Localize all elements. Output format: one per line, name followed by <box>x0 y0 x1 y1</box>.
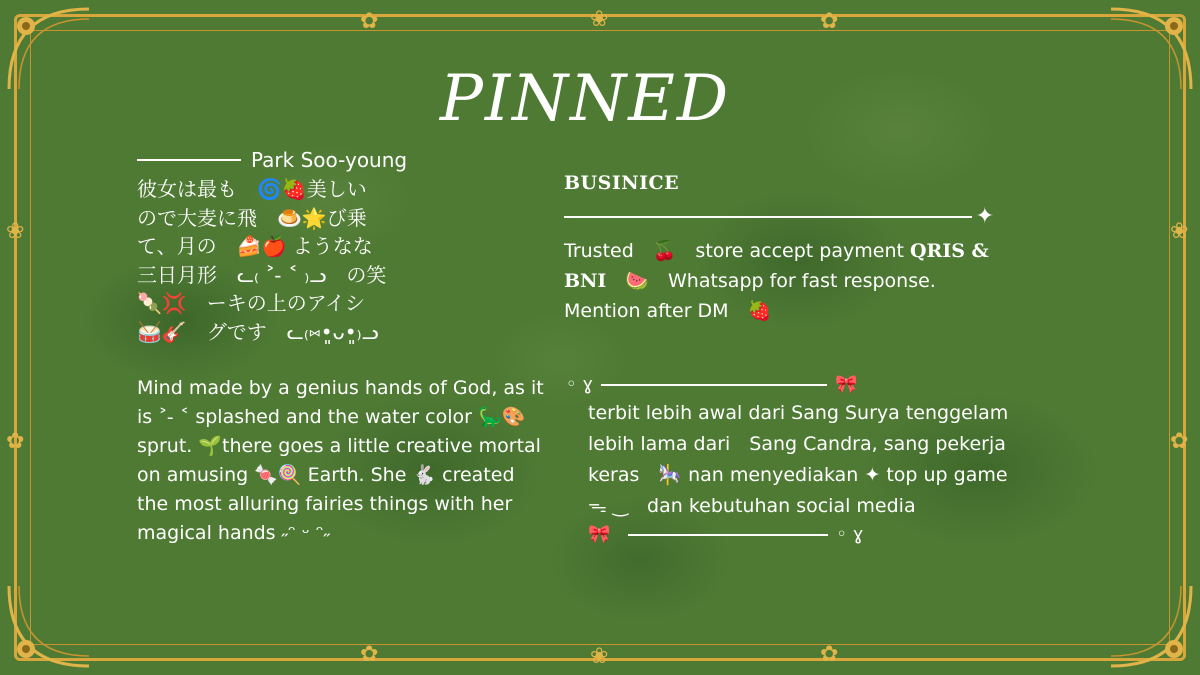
divider-line <box>628 534 828 536</box>
jp-line: 🥁🎸 グです ᓚ₍⑅•͈ᴗ•͈₎ᓗ <box>137 319 379 344</box>
divider-line <box>601 384 827 386</box>
sparkle-icon: ✦ <box>975 204 994 229</box>
payment-methods: QRIS & BNI <box>564 240 989 292</box>
flower-ornament-icon: ✿ <box>1170 428 1189 453</box>
flower-ornament-icon: ✿ <box>820 8 839 33</box>
business-rule <box>564 206 994 228</box>
jp-line: て、月の 🍰🍎 ようなな <box>137 234 373 258</box>
top-divider <box>566 372 1016 398</box>
ribbon-icon: 🎀 <box>588 524 611 545</box>
profile-section <box>137 145 557 548</box>
name-line <box>137 145 557 175</box>
flower-ornament-icon: ❀ <box>1170 218 1189 243</box>
bottom-divider <box>566 522 1016 548</box>
business-section <box>564 172 1024 326</box>
flower-ornament-icon: ✿ <box>6 428 25 453</box>
name-rule <box>137 159 241 161</box>
ribbon-icon: 🎀 <box>835 374 858 395</box>
bio-text: Mind made by a genius hands of God, as it is ˃ ̵ ˂ splashed and the water color 🦕🎨 sprut. 🌱there goes a little creative mortal on amusing 🍬🍭 Earth. She 🐇 created the most alluring fairies things with her magical hands ˶ᵔ ᵕ ᵔ˶ <box>137 377 544 544</box>
rule-line <box>564 216 972 218</box>
business-title: BUSINICE <box>564 172 680 194</box>
tagline-section <box>566 372 1016 548</box>
divider-start: ◦ ɣ <box>566 374 594 395</box>
jp-line: 彼女は最も 🌀🍓美しい <box>137 177 367 201</box>
tagline-text: terbit lebih awal dari Sang Surya tenggelam lebih lama dari Sang Candra, sang pekerja keras 🎠 nan menyediakan ✦ top up game ᯓ ‿ dan kebutuhan social media <box>588 402 1009 517</box>
business-text <box>564 236 1009 326</box>
flower-ornament-icon: ✿ <box>360 641 379 666</box>
corner-ornament-icon <box>4 581 94 671</box>
business-text-2: 🍉 Whatsapp for fast response. Mention after DM 🍓 <box>564 270 936 322</box>
flower-ornament-icon: ❀ <box>590 643 609 668</box>
corner-ornament-icon <box>1106 581 1196 671</box>
divider-end: ◦ ɣ <box>836 524 864 545</box>
page-title: PINNED <box>439 62 731 136</box>
flower-ornament-icon: ✿ <box>360 8 379 33</box>
flower-ornament-icon: ❀ <box>590 6 609 31</box>
profile-name: Park Soo-young <box>251 148 408 172</box>
flower-ornament-icon: ❀ <box>6 218 25 243</box>
flower-ornament-icon: ✿ <box>820 641 839 666</box>
jp-line: 三日月形 ᓚ₍ ˃ ̵ ˂ ₎ᓗ の笑 <box>137 262 387 287</box>
jp-line: ので大麦に飛 🍮🌟び乗 <box>137 205 367 230</box>
business-text-1: Trusted 🍒 store accept payment <box>564 240 910 262</box>
jp-line: 🍡💢 ーキの上のアイシ <box>137 291 366 315</box>
